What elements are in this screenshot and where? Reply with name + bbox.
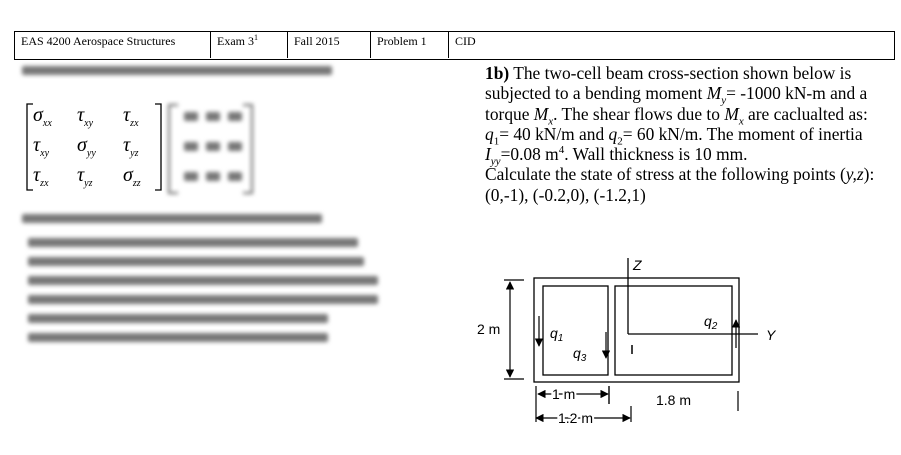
height-label: 2 m [477, 321, 501, 337]
problem-label: 1b) [485, 63, 510, 83]
var-q1: q [485, 123, 494, 144]
problem-statement [485, 63, 890, 168]
m11: σ [33, 104, 43, 126]
var-Iyy-sub: yy [490, 155, 501, 168]
m32-sub: yz [84, 178, 93, 189]
header-cid: CID [455, 34, 476, 48]
var-q2-sub: 2 [617, 135, 623, 148]
var-Mx2: M [724, 103, 739, 124]
problem-calc [485, 164, 890, 205]
dim-1m-label: 1 m [552, 386, 576, 402]
header-term: Fall 2015 [288, 32, 371, 58]
m13-sub: zx [130, 118, 139, 129]
cross-section-diagram [468, 248, 798, 448]
var-My-sub: y [721, 94, 727, 107]
problem-text-2: = -1000 kN-m and a torque [485, 83, 868, 124]
header-problem: Problem 1 [371, 32, 449, 58]
y-axis-label: Y [766, 327, 776, 343]
var-Mx-sub: x [548, 115, 554, 128]
problem-text-8: . Wall thickness is 10 mm. [564, 144, 748, 165]
calc-text-2: ): (0,-1), (-0.2,0), (-1.2,1) [485, 164, 875, 205]
m31-sub: zx [40, 178, 49, 189]
var-Iyy: I [485, 144, 491, 165]
var-Mx: M [533, 103, 549, 124]
problem-text-3: . The shear flows due to [553, 103, 725, 124]
header-exam-text: Exam 3 [217, 34, 254, 48]
problem-text-6: = 60 kN/m. The moment of inertia [622, 123, 863, 144]
header-exam [211, 32, 288, 58]
problem-text-7-sup: 4 [558, 144, 565, 157]
dim-18m-label: 1.8 m [656, 392, 692, 408]
q1-label: $q_1$ [550, 325, 564, 344]
q2-label: $q_2$ [704, 313, 718, 332]
m33: σ [123, 164, 133, 186]
var-q2: q [608, 123, 618, 144]
m21: τ [33, 134, 41, 156]
m22-sub: yy [86, 148, 96, 159]
header-table [14, 31, 895, 60]
m12-sub: xy [84, 118, 94, 129]
problem-text-7: =0.08 m [500, 144, 559, 165]
m23: τ [123, 134, 131, 156]
calc-text-1: Calculate the state of stress at the following points ( [485, 164, 846, 185]
var-q1-sub: 1 [493, 135, 500, 148]
calc-yz: y,z [845, 164, 864, 185]
m11-sub: xx [42, 118, 52, 129]
blurred-question-list [22, 214, 382, 354]
outer-wall [534, 278, 739, 382]
problem-text-5: = 40 kN/m and [499, 123, 609, 144]
m23-sub: yz [130, 148, 139, 159]
m31: τ [33, 164, 41, 186]
problem-text-1: The two-cell beam cross-section shown below is subjected to a bending moment [485, 63, 852, 104]
blurred-answer-matrix [168, 104, 253, 190]
header-exam-sup: 1 [254, 33, 258, 42]
stress-matrix [25, 102, 165, 192]
m22: σ [77, 134, 87, 156]
problem-text [485, 63, 890, 205]
m13: τ [123, 104, 131, 126]
m21-sub: xy [40, 148, 50, 159]
problem-text-4: are caclualted as: [743, 103, 868, 124]
q3-label: $q_3$ [573, 345, 587, 364]
m32: τ [77, 164, 85, 186]
dim-12m-label: 1.2 m [558, 410, 594, 426]
z-axis-label: Z [633, 257, 642, 273]
header-course: EAS 4200 Aerospace Structures [15, 32, 211, 58]
m12: τ [77, 104, 85, 126]
m33-sub: zz [132, 178, 141, 189]
var-My: M [706, 83, 722, 104]
var-Mx2-sub: x [738, 115, 744, 128]
